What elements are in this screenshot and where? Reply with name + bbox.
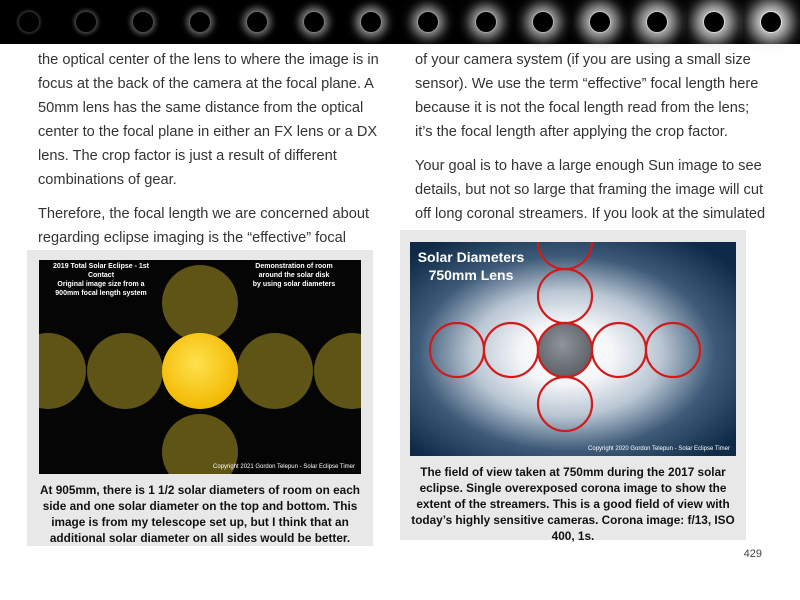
eclipse-frame-disk — [589, 11, 611, 33]
eclipse-frame-disk — [246, 11, 268, 33]
first-contact-photo — [39, 260, 361, 474]
corona-photo — [410, 242, 736, 456]
right-text-column — [415, 48, 770, 236]
eclipse-frame — [743, 0, 800, 44]
sun-disk — [162, 333, 238, 409]
paragraph: the optical center of the lens to where the image is in focus at the back of the camera at the focal plane. A 50mm lens has the same distance from the optical center to the focal plane in either an FX lens or a DX lens. The crop factor is just a result of different combinations of gear. — [38, 52, 379, 188]
eclipse-frame — [628, 0, 685, 44]
figure-750mm — [400, 230, 746, 543]
left-text-column — [38, 48, 388, 284]
figure-first-contact — [27, 250, 373, 546]
eclipse-frame — [57, 0, 114, 44]
page-number: 429 — [743, 548, 762, 560]
paragraph: Therefore, the focal length we are concerned about regarding eclipse imaging is the “effective” focal — [38, 206, 370, 246]
eclipse-frame-disk — [189, 11, 211, 33]
figure-caption: The field of view taken at 750mm during the 2017 solar eclipse. Single overexposed corona image to show the extent of the streamers. This is a good field of view with today’s highly sensitive cameras. Corona image: f/13, ISO 400, 1s. — [411, 465, 735, 543]
figure-caption: At 905mm, there is 1 1/2 solar diameters of room on each side and one solar diameter on the top and bottom. This image is from my telescope set up, but I think that an additional solar diameter on all sides would be better. — [40, 483, 360, 545]
eclipse-frame — [171, 0, 228, 44]
ghost-disk-right-inner — [237, 333, 313, 409]
figure-title: Solar Diameters 750mm Lens — [417, 249, 525, 283]
eclipse-frame — [286, 0, 343, 44]
eclipse-frame — [229, 0, 286, 44]
paragraph: Your goal is to have a large enough Sun image to see details, but not so large that framing the image will cut off long coronal streamers. If you look at the simulated — [415, 158, 766, 222]
eclipse-frame-disk — [646, 11, 668, 33]
paragraph: of your camera system (if you are using a small size sensor). We use the term “effective” focal length here because it is not the focal length read from the lens; it’s the focal length after applying the crop factor. — [415, 52, 759, 140]
copyright: Copyright 2020 Gordon Telepun - Solar Eclipse Timer — [588, 446, 730, 452]
figure-title: 2019 Total Solar Eclipse - 1st Contact Original image size from a 900mm focal length system — [53, 263, 149, 297]
eclipse-frame — [0, 0, 57, 44]
eclipse-frame — [400, 0, 457, 44]
eclipse-sequence-strip — [0, 0, 800, 44]
eclipse-frame-disk — [532, 11, 554, 33]
figure-note: Demonstration of room around the solar disk by using solar diameters — [252, 263, 336, 288]
eclipse-frame-disk — [475, 11, 497, 33]
eclipse-frame — [514, 0, 571, 44]
eclipse-frame-disk — [360, 11, 382, 33]
eclipse-frame — [457, 0, 514, 44]
eclipse-frame-disk — [703, 11, 725, 33]
ghost-disk-top — [162, 265, 238, 341]
ghost-disk-right-outer — [314, 333, 361, 409]
eclipse-frame-disk — [18, 11, 40, 33]
eclipse-frame — [571, 0, 628, 44]
ghost-disk-left-inner — [87, 333, 163, 409]
eclipse-frame — [114, 0, 171, 44]
eclipse-frame-disk — [132, 11, 154, 33]
eclipse-frame-disk — [303, 11, 325, 33]
eclipse-frame-disk — [760, 11, 782, 33]
eclipse-frame — [686, 0, 743, 44]
ghost-disk-left-outer — [39, 333, 86, 409]
eclipse-frame — [343, 0, 400, 44]
copyright: Copyright 2021 Gordon Telepun - Solar Eclipse Timer — [213, 464, 355, 470]
eclipse-frame-disk — [417, 11, 439, 33]
eclipse-frame-disk — [75, 11, 97, 33]
